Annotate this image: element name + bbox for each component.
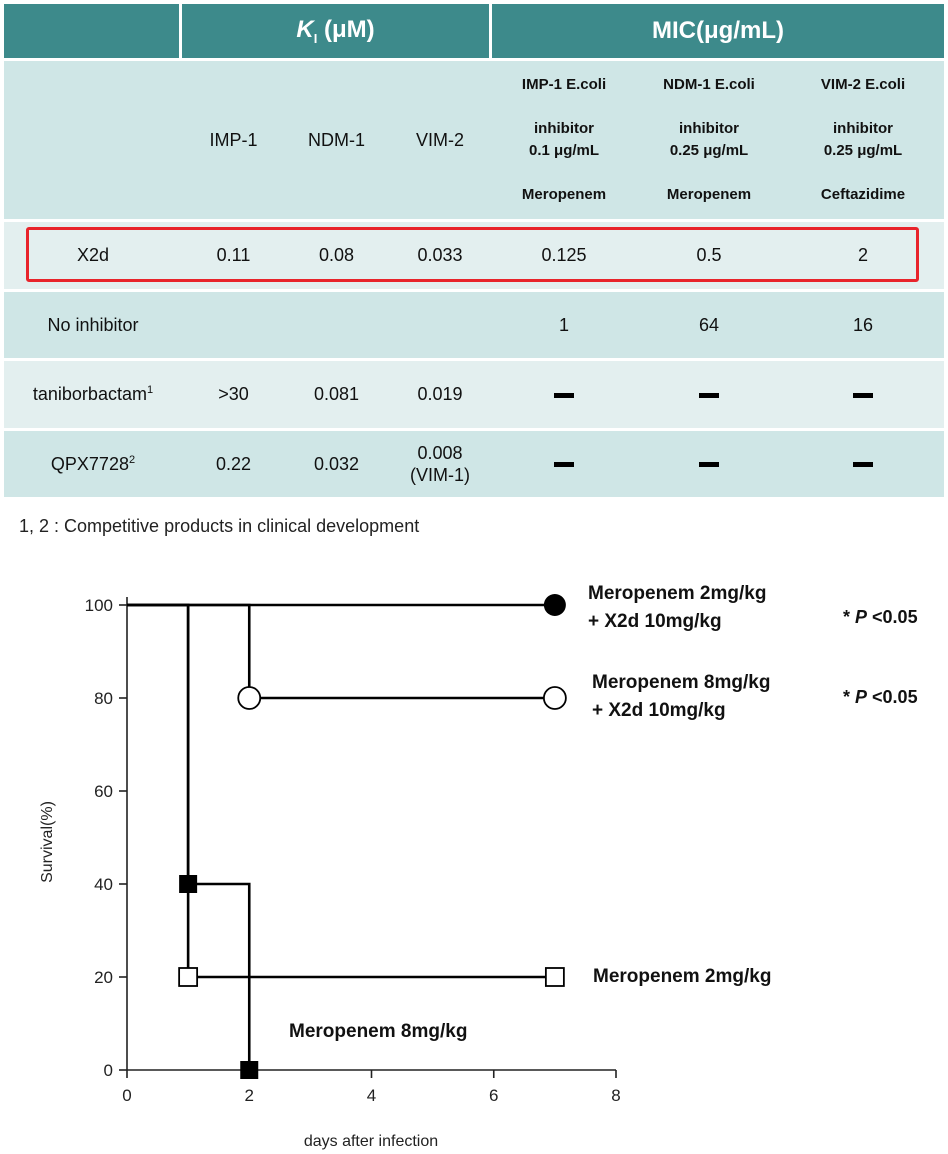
col-ndm1: NDM-1: [285, 58, 388, 219]
cell-mic2: 64: [636, 289, 782, 358]
ki-header: $K_I$ (μM): [182, 4, 492, 58]
cell-vim2: 0.008 (VIM-1): [388, 428, 492, 497]
dash-mark: [853, 462, 873, 467]
y-tick-label: 80: [94, 689, 113, 708]
label-mero8: Meropenem 8mg/kg: [289, 1021, 468, 1042]
cell-imp1: [182, 289, 285, 358]
chart-series: [127, 605, 555, 1070]
pvalue-mero2-x2d: * P <0.05: [843, 607, 918, 627]
cell-mic1: [492, 428, 636, 497]
pvalue-mero8-x2d: * P <0.05: [843, 687, 918, 707]
y-tick-label: 0: [103, 1061, 113, 1080]
x-tick-label: 0: [122, 1086, 132, 1105]
inhibition-table: [4, 4, 944, 497]
dash-mark: [699, 462, 719, 467]
row-name: QPX7728$^2$: [4, 428, 182, 497]
cell-imp1: 0.22: [182, 428, 285, 497]
cell-ndm1: 0.032: [285, 428, 388, 497]
y-tick-label: 20: [94, 968, 113, 987]
series-line-2: [127, 605, 555, 698]
cell-mic2: [636, 428, 782, 497]
series-3-point-4: [240, 1061, 258, 1079]
series-2-point-3: [544, 687, 566, 709]
col-mic-imp1: IMP-1 E.coli inhibitor 0.1 μg/mL Meropenem: [492, 58, 636, 219]
y-tick-label: 60: [94, 782, 113, 801]
col-mic-vim2: VIM-2 E.coli inhibitor 0.25 μg/mL Ceftazidime: [782, 58, 944, 219]
x-tick-label: 4: [366, 1086, 377, 1105]
row-name: X2d: [4, 219, 182, 289]
cell-mic3: 16: [782, 289, 944, 358]
label-mero2-x2d-line2: + X2d 10mg/kg: [588, 611, 722, 632]
x-tick-label: 6: [489, 1086, 499, 1105]
y-tick-label: 100: [84, 596, 113, 615]
label-mero8-x2d-line2: + X2d 10mg/kg: [592, 700, 726, 721]
series-line-4: [127, 605, 555, 977]
dash-mark: [554, 462, 574, 467]
y-tick-label: 40: [94, 875, 113, 894]
table-row: [4, 219, 944, 289]
cell-vim2: 0.033: [388, 219, 492, 289]
col-vim2: VIM-2: [388, 58, 492, 219]
col-mic-ndm1: NDM-1 E.coli inhibitor 0.25 μg/mL Meropenem: [636, 58, 782, 219]
table-row: [4, 289, 944, 358]
x-tick-label: 8: [611, 1086, 621, 1105]
x-tick-label: 2: [244, 1086, 254, 1105]
header-corner: [4, 4, 182, 58]
footnote: 1, 2 : Competitive products in clinical development: [19, 516, 420, 536]
series-4-point-2: [179, 968, 197, 986]
series-4-point-3: [546, 968, 564, 986]
x-axis-title: days after infection: [303, 1133, 439, 1150]
cell-vim2: 0.019: [388, 358, 492, 428]
cell-mic1: [492, 358, 636, 428]
series-2-point-2: [238, 687, 260, 709]
subheader-corner: [4, 58, 182, 219]
series-3-point-2: [179, 875, 197, 893]
cell-ndm1: [285, 289, 388, 358]
cell-mic3: 2: [782, 219, 944, 289]
label-mero2-x2d-line1: Meropenem 2mg/kg: [588, 583, 767, 604]
cell-imp1: 0.11: [182, 219, 285, 289]
cell-mic3: [782, 358, 944, 428]
cell-vim2: [388, 289, 492, 358]
table-row: [4, 428, 944, 497]
cell-mic1: 1: [492, 289, 636, 358]
label-mero8-x2d-line1: Meropenem 8mg/kg: [592, 672, 771, 693]
series-1-point-1: [544, 594, 566, 616]
dash-mark: [853, 393, 873, 398]
chart-axes: [127, 597, 616, 1070]
row-name: No inhibitor: [4, 289, 182, 358]
row-name: taniborbactam$^1$: [4, 358, 182, 428]
col-imp1: IMP-1: [182, 58, 285, 219]
cell-mic2: 0.5: [636, 219, 782, 289]
cell-mic3: [782, 428, 944, 497]
table-row: [4, 358, 944, 428]
y-axis-title: Survival(%): [39, 801, 56, 883]
cell-ndm1: 0.08: [285, 219, 388, 289]
label-mero2: Meropenem 2mg/kg: [593, 966, 772, 987]
dash-mark: [699, 393, 719, 398]
dash-mark: [554, 393, 574, 398]
cell-ndm1: 0.081: [285, 358, 388, 428]
cell-imp1: >30: [182, 358, 285, 428]
mic-header: MIC(μg/mL): [492, 4, 944, 58]
chart-markers: [179, 594, 566, 1079]
cell-mic2: [636, 358, 782, 428]
cell-mic1: 0.125: [492, 219, 636, 289]
survival-chart: [0, 560, 948, 1154]
